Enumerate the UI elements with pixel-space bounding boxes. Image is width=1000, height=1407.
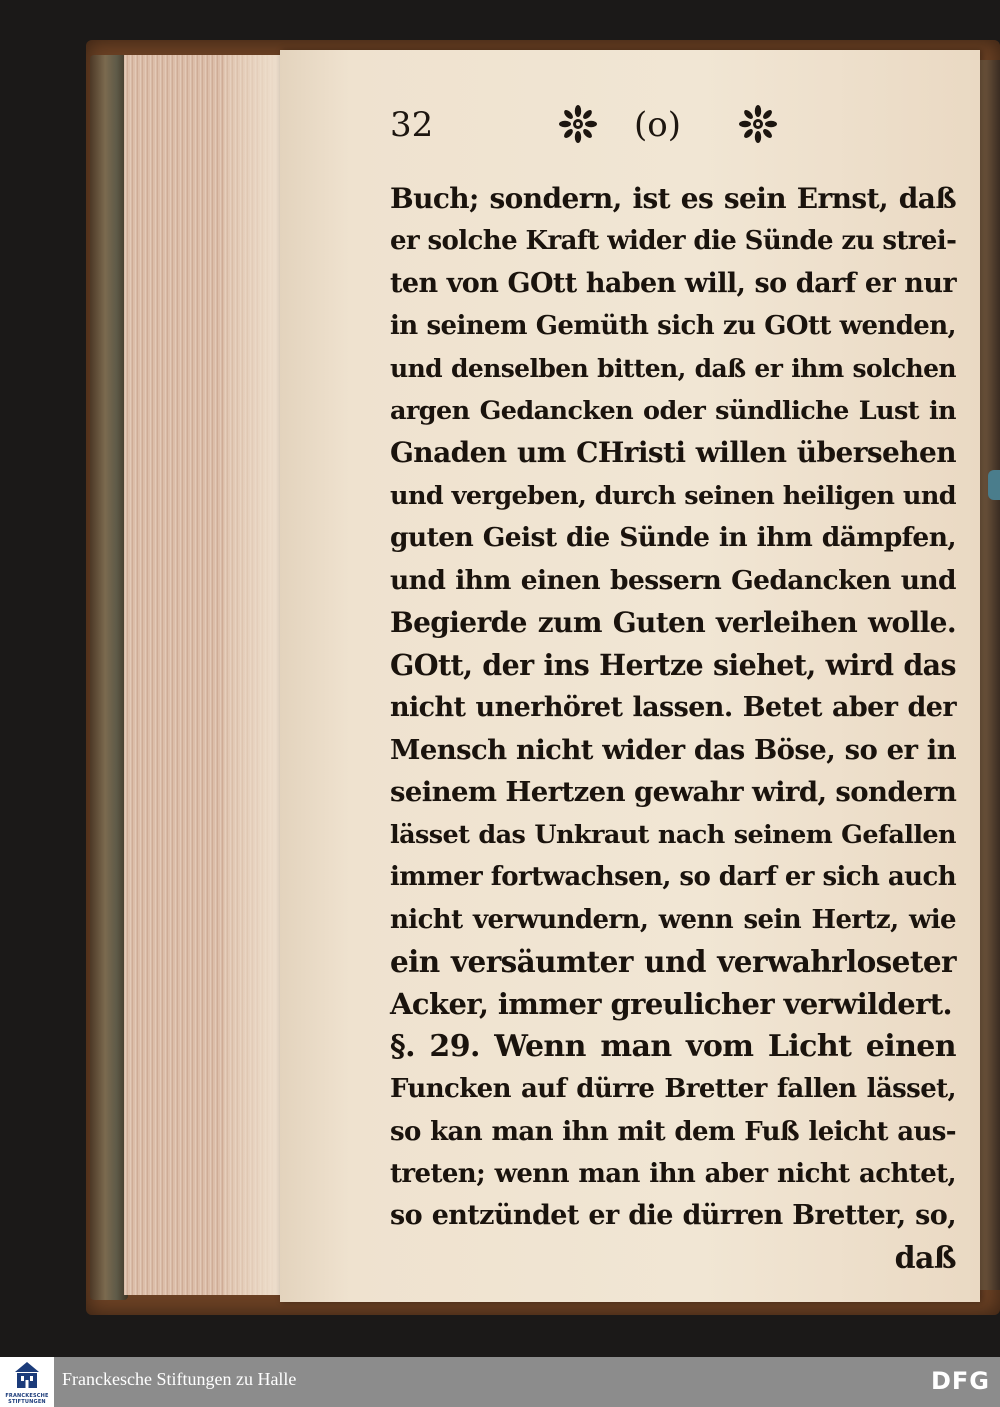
- text-line: Acker, immer greulicher verwildert.: [390, 987, 953, 1022]
- text-line: er solche Kraft wider die Sünde zu strei-: [390, 226, 957, 257]
- page-header: [390, 100, 790, 150]
- book-spine: [90, 55, 128, 1300]
- header-mark: (o): [634, 105, 681, 145]
- text-line: in seinem Gemüth sich zu GOtt wenden,: [390, 311, 956, 342]
- text-line: Funcken auf dürre Bretter fallen lässet,: [390, 1074, 956, 1105]
- flower-ornament-icon: [738, 104, 778, 144]
- text-line: argen Gedancken oder sündliche Lust in: [390, 395, 956, 426]
- text-line: seinem Hertzen gewahr wird, sondern: [390, 776, 957, 809]
- text-line: so kan man ihn mit dem Fuß leicht aus-: [390, 1116, 956, 1147]
- text-line: Gnaden um CHristi willen übersehen: [390, 436, 956, 470]
- text-line: Begierde zum Guten verleihen wolle.: [390, 605, 956, 639]
- text-line: ten von GOtt haben will, so darf er nur: [390, 267, 956, 299]
- text-line: so entzündet er die dürren Bretter, so,: [390, 1200, 956, 1232]
- text-line: ein versäumter und verwahrloseter: [390, 944, 956, 980]
- text-line: nicht verwundern, wenn sein Hertz, wie: [390, 904, 956, 935]
- flower-ornament-icon: [558, 104, 598, 144]
- page-edges: [124, 55, 286, 1295]
- dfg-logo[interactable]: DFG: [930, 1367, 990, 1395]
- institution-link[interactable]: Franckesche Stiftungen zu Halle: [62, 1369, 297, 1389]
- text-line: lässet das Unkraut nach seinem Gefallen: [390, 819, 956, 850]
- text-line: und denselben bitten, daß er ihm solchen: [390, 353, 956, 383]
- text-line: nicht unerhöret lassen. Betet aber der: [390, 691, 956, 723]
- catchword: daß: [894, 1240, 956, 1276]
- text-line: Buch; sondern, ist es sein Ernst, daß: [390, 182, 956, 215]
- section-start-line: §. 29. Wenn man vom Licht einen: [390, 1028, 956, 1064]
- text-line: und ihm einen bessern Gedancken und: [390, 564, 956, 596]
- page-number: 32: [390, 105, 434, 145]
- franckesche-stiftungen-logo-icon[interactable]: [0, 1357, 54, 1407]
- bookmark-tab: [988, 470, 1000, 500]
- logo-text: FRANCKESCHE STIFTUNGEN: [5, 1393, 49, 1405]
- text-line: treten; wenn man ihn aber nicht achtet,: [390, 1158, 956, 1189]
- building-icon: [11, 1360, 43, 1392]
- text-line: immer fortwachsen, so darf er sich auch: [390, 862, 956, 893]
- text-line: guten Geist die Sünde in ihm dämpfen,: [390, 522, 956, 554]
- footer-bar: [0, 1357, 1000, 1407]
- text-line: und vergeben, durch seinen heiligen und: [390, 480, 956, 511]
- text-line: Mensch nicht wider das Böse, so er in: [390, 734, 956, 767]
- text-line: GOtt, der ins Hertze siehet, wird das: [390, 648, 956, 683]
- page-text: [390, 178, 956, 1280]
